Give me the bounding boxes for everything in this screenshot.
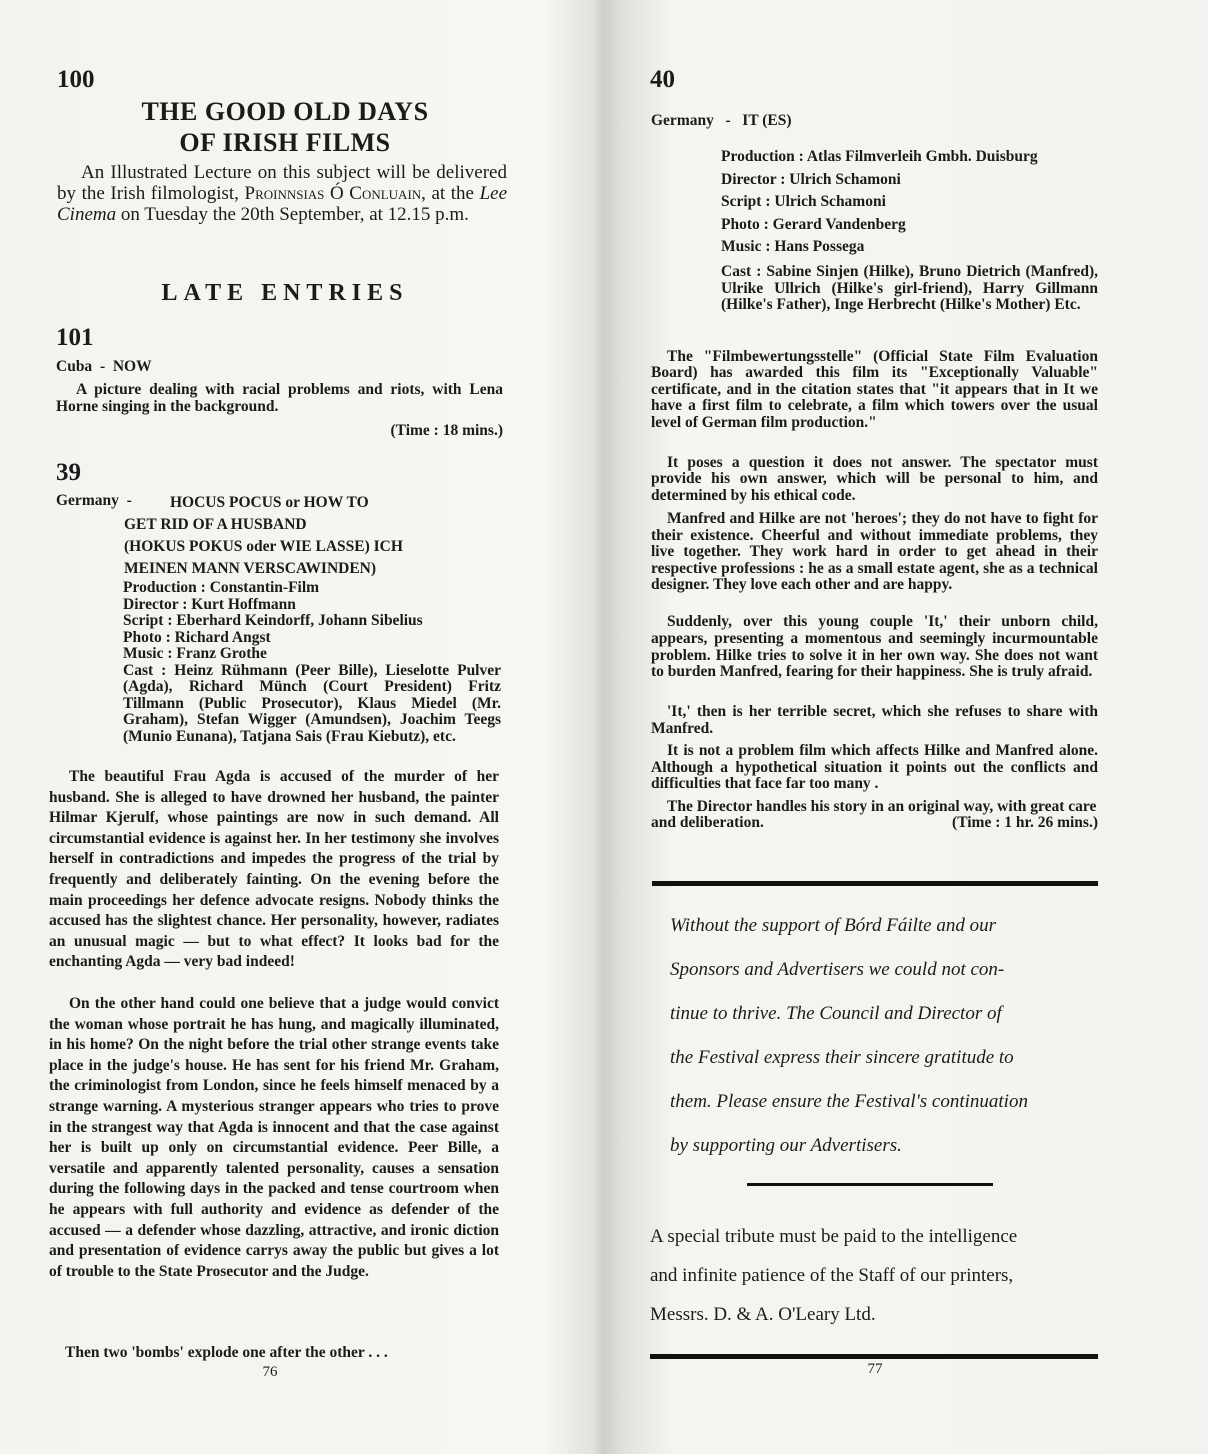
- entry-number-101: 101: [56, 324, 94, 351]
- entry-101-time: (Time : 18 mins.): [390, 422, 503, 439]
- entry-39-script: Script : Eberhard Keindorff, Johann Sibelius: [123, 612, 423, 629]
- entry-39-photo: Photo : Richard Angst: [123, 628, 271, 646]
- entry-number-40: 40: [650, 66, 675, 93]
- entry-39-country: Germany: [56, 492, 119, 509]
- entry-101-description: A picture dealing with racial problems and riots, with Lena Horne singing in the background.: [56, 381, 503, 415]
- page-number-left: 76: [262, 1364, 278, 1380]
- entry-40-para3: Manfred and Hilke are not 'heroes'; they do not have to fight for their existence. Cheerful and without immediate problems, they live together. They work hard in order to get ahead in their respective professions : he as a small estate agent, she as a technical designer. They love each other and are happy.: [651, 510, 1098, 594]
- entry-39-production: Production : Constantin-Film: [123, 579, 320, 596]
- entry-39-credits: [123, 580, 501, 745]
- sponsor-notice: Without the support of Bórd Fáilte and our Sponsors and Advertisers we could not con- tinue to thrive. The Council and Director of the Festival express their sincere gratitude to them. Please ensure the Festival's continuation by supporting our Advertisers.: [670, 915, 1028, 1156]
- entry-40-para2: It poses a question it does not answer. The spectator must provide his own answer, which will be personal to him, and determined by his ethical code.: [651, 454, 1098, 504]
- entry-101-film-title: NOW: [112, 358, 152, 375]
- entry-40-para1: The "Filmbewertungsstelle" (Official State Film Evaluation Board) has awarded this film its "Exceptionally Valuable" certificate, and in the citation states that "it appears that in It we have a first film to celebrate, a film which towers over the usual level of German film production.": [651, 348, 1098, 431]
- entry-100-title-line2: OF IRISH FILMS: [179, 128, 391, 157]
- entry-number-39: 39: [56, 459, 81, 486]
- entry-40-script: Script : Ulrich Schamoni: [721, 193, 886, 210]
- entry-39-para2: On the other hand could one believe that a judge would convict the woman whose portrait he has hung, and magically illuminated, in his home? On the night before the trial other strange events take place in the judge's house. He has sent for his friend Mr. Graham, the criminologist from London, since he feels himself menaced by a strange warning. A mysterious stranger appears who tries to prove in the strangest way that Agda is innocent and that the case against her is built up only on circumstantial evidence. Peer Bille, a versatile and apparently talented personality, causes a sensation during the following days in the packed and tense courtroom when he appears with full authority and evidence as defender of the accused — a defender whose dazzling, attractive, and ironic diction and presentation of evidence carrys away the public but gives a lot of trouble to the State Prosecutor and the Judge.: [49, 995, 499, 1280]
- lecture-venue: Lee Cinema: [57, 183, 508, 225]
- left-page: [0, 0, 580, 1454]
- entry-40-para4: Suddenly, over this young couple 'It,' their unborn child, appears, presenting a momentous and seemingly incurmountable problem. Hilke tries to solve it in her own way. She does not want to burden Manfred, fearing for their happiness. She is truly afraid.: [651, 613, 1098, 681]
- entry-40-para6: It is not a problem film which affects Hilke and Manfred alone. Although a hypothetical situation it points out the conflicts and difficulties that face far too many .: [651, 742, 1098, 793]
- printer-tribute: A special tribute must be paid to the intelligence and infinite patience of the Staff of our printers, Messrs. D. & A. O'Leary Ltd.: [650, 1226, 1018, 1325]
- entry-number-100: 100: [57, 66, 95, 93]
- entry-39-country-line: Germany -: [56, 492, 132, 509]
- page-number-right: 77: [867, 1361, 883, 1377]
- divider-rule-short: [747, 1183, 993, 1186]
- entry-40-film-title: IT (ES): [742, 112, 792, 129]
- entry-40-country: Germany: [651, 112, 714, 129]
- entry-40-photo: Photo : Gerard Vandenberg: [721, 215, 906, 233]
- divider-rule-bottom: [650, 1354, 1098, 1359]
- lecture-paragraph: An Illustrated Lecture on this subject will be delivered by the Irish filmologist, Proinnsias Ó Conluain, at the Lee Cinema on Tuesday the 20th September, at 12.15 p.m.: [57, 162, 508, 225]
- entry-100-title: [60, 96, 510, 158]
- entry-40-heading: Germany - IT (ES): [651, 112, 792, 129]
- entry-100-title-line1: THE GOOD OLD DAYS: [141, 97, 429, 126]
- entry-39-para1: The beautiful Frau Agda is accused of the murder of her husband. She is alleged to have drowned her husband, the painter Hilmar Kjerulf, whose paintings are now in such demand. All circumstantial evidence is against her. In her testimony she involves herself in contradictions and impedes the progress of the trial by frequently and deliberately fainting. On the evening before the main proceedings her defence advocate resigns. Nobody thinks the accused has the slightest chance. Her personality, however, radiates an unusual magic — but to what effect? It looks bad for the enchanting Agda — very bad indeed!: [49, 768, 499, 971]
- entry-39-music: Music : Franz Grothe: [123, 645, 267, 662]
- right-page: [620, 0, 1208, 1454]
- lecturer-name: Proinnsias Ó Conluain: [244, 183, 422, 204]
- entry-101-country: Cuba: [56, 358, 93, 375]
- entry-40-para7: The Director handles his story in an original way, with great care and deliberation.: [651, 798, 1097, 832]
- divider-rule-top: [652, 881, 1098, 886]
- entry-40-para5: 'It,' then is her terrible secret, which she refuses to share with Manfred.: [651, 703, 1098, 737]
- entry-40-para7-block: [651, 799, 1098, 832]
- entry-40-music: Music : Hans Possega: [721, 238, 865, 255]
- entry-40-production: Production : Atlas Filmverleih Gmbh. Duisburg: [721, 148, 1038, 165]
- late-entries-heading: LATE ENTRIES: [161, 280, 409, 306]
- entry-39-title: HOCUS POCUS or HOW TO GET RID OF A HUSBAND (HOKUS POKUS oder WIE LASSE) ICH MEINEN MANN VERSCAWINDEN): [124, 494, 403, 577]
- entry-40-time: (Time : 1 hr. 26 mins.): [952, 814, 1098, 832]
- entry-39-director: Director : Kurt Hoffmann: [123, 595, 296, 613]
- entry-101-heading: Cuba - NOW: [56, 358, 152, 375]
- entry-39-para3: Then two 'bombs' explode one after the other . . .: [65, 1344, 388, 1361]
- entry-40-director: Director : Ulrich Schamoni: [721, 170, 901, 188]
- entry-40-cast: Cast : Sabine Sinjen (Hilke), Bruno Dietrich (Manfred), Ulrike Ullrich (Hilke's girl-friend), Harry Gillmann (Hilke's Father), Inge Herbrecht (Hilke's Mother) Etc.: [721, 263, 1098, 313]
- entry-39-cast: Cast : Heinz Rühmann (Peer Bille), Lieselotte Pulver (Agda), Richard Münch (Court President) Fritz Tillmann (Public Prosecutor), Klaus Miedel (Mr. Graham), Stefan Wigger (Amundsen), Joachim Teegs (Munio Eunana), Tatjana Sais (Frau Kiebutz), etc.: [123, 661, 501, 745]
- entry-40-credits: [721, 146, 1099, 259]
